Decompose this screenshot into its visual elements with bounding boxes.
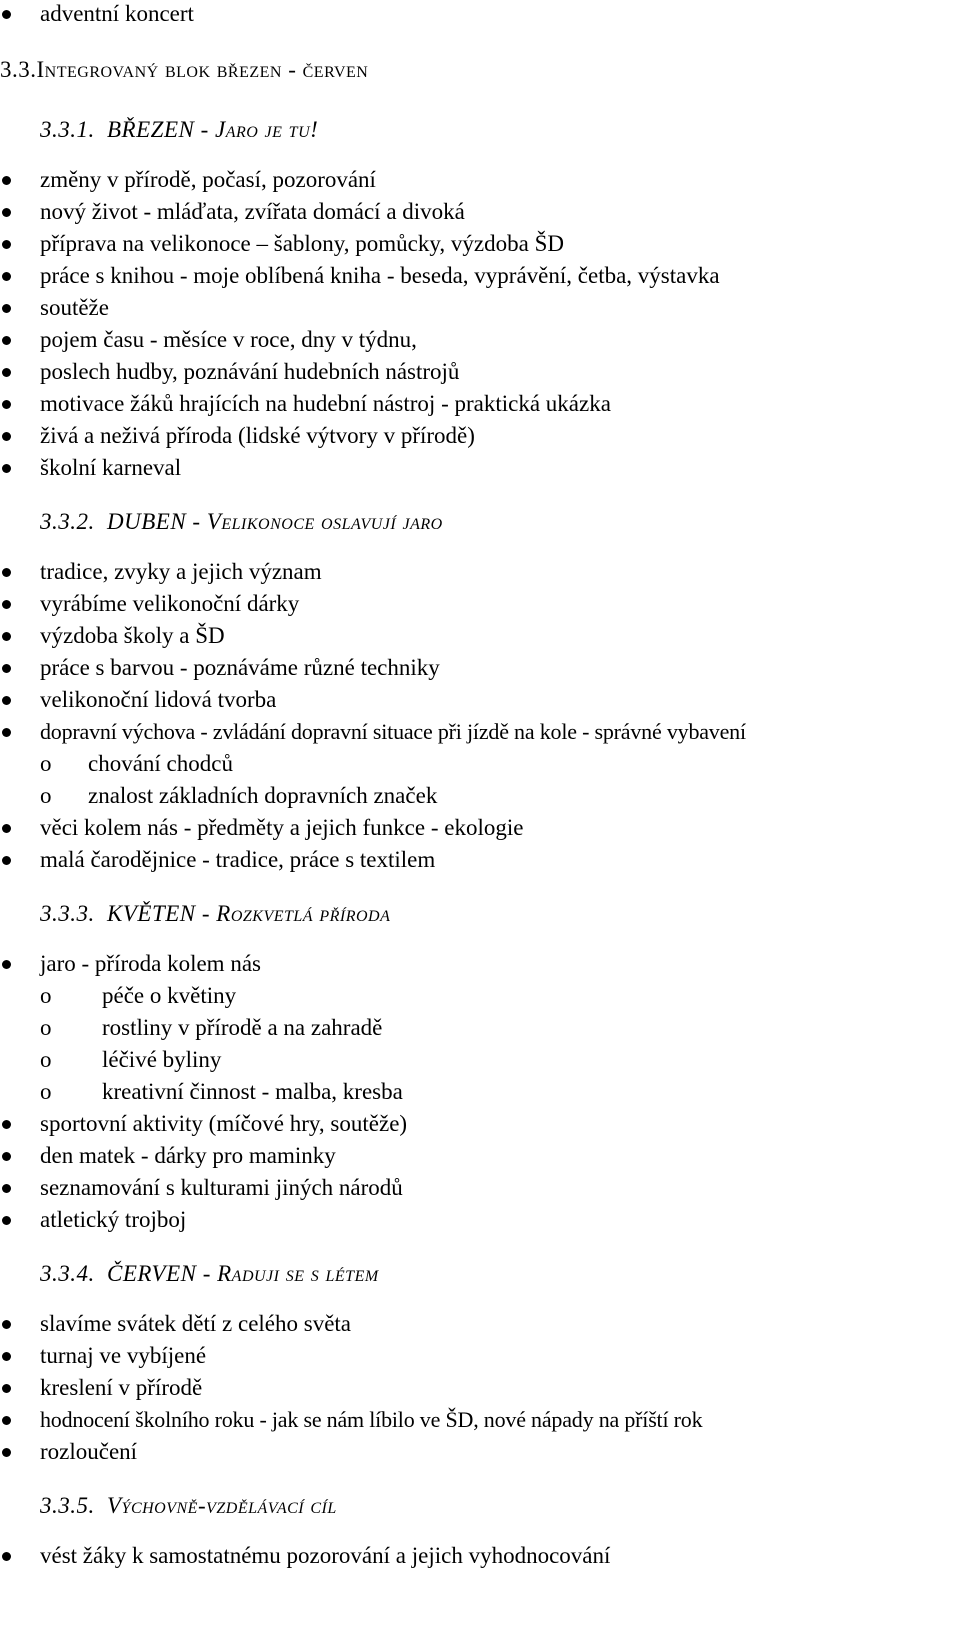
sub-list-item-text: rostliny v přírodě a na zahradě	[102, 1015, 383, 1040]
list-item-text: slavíme svátek dětí z celého světa	[40, 1311, 352, 1336]
list-item-text: malá čarodějnice - tradice, práce s textilem	[40, 847, 436, 872]
section-heading-title: Integrovaný blok březen - červen	[36, 57, 369, 82]
bullet-icon	[2, 856, 11, 865]
list-item-text: práce s barvou - poznáváme různé techniky	[40, 655, 440, 680]
subsection-heading-brezen	[40, 116, 318, 144]
bullet-icon	[2, 464, 11, 473]
bullet-icon	[2, 824, 11, 833]
subsection-month: BŘEZEN -	[107, 117, 215, 142]
list-item-text: věci kolem nás - předměty a jejich funkce - ekologie	[40, 815, 524, 840]
list-item-text: dopravní výchova - zvládání dopravní situace při jízdě na kole - správné vybavení	[40, 719, 746, 744]
bullet-icon	[2, 272, 11, 281]
subsection-subtitle: Výchovně-vzdělávací cíl	[107, 1493, 337, 1518]
list-item-text: rozloučení	[40, 1439, 138, 1464]
section-heading	[0, 56, 368, 84]
list-item-text: kreslení v přírodě	[40, 1375, 203, 1400]
list-item-text: den matek - dárky pro maminky	[40, 1143, 336, 1168]
list-item-text: jaro - příroda kolem nás	[40, 951, 261, 976]
bullet-icon	[2, 1184, 11, 1193]
list-item-text: hodnocení školního roku - jak se nám líbilo ve ŠD, nové nápady na příští rok	[40, 1407, 703, 1432]
bullet-icon	[2, 664, 11, 673]
bullet-icon	[2, 568, 11, 577]
sub-list-item-text: péče o květiny	[102, 983, 237, 1008]
list-item-text: výzdoba školy a ŠD	[40, 623, 225, 648]
list-item-text: živá a neživá příroda (lidské výtvory v přírodě)	[40, 423, 475, 448]
bullet-icon	[2, 208, 11, 217]
bullet-icon	[2, 336, 11, 345]
list-item-text: práce s knihou - moje oblíbená kniha - beseda, vyprávění, četba, výstavka	[40, 263, 720, 288]
list-item-text: změny v přírodě, počasí, pozorování	[40, 167, 376, 192]
subsection-subtitle: Raduji se s létem	[217, 1261, 379, 1286]
subsection-heading-cil	[40, 1492, 337, 1520]
bullet-icon	[2, 1320, 11, 1329]
bullet-icon	[2, 176, 11, 185]
list-item-text: tradice, zvyky a jejich význam	[40, 559, 322, 584]
bullet-icon	[2, 1448, 11, 1457]
list-item-text: nový život - mláďata, zvířata domácí a divoká	[40, 199, 465, 224]
subsection-heading-duben	[40, 508, 443, 536]
subsection-heading-cerven	[40, 1260, 379, 1288]
bullet-icon	[2, 696, 11, 705]
list-item-text: sportovní aktivity (míčové hry, soutěže)	[40, 1111, 408, 1136]
sub-bullet-icon: o	[40, 1015, 52, 1040]
bullet-icon	[2, 1416, 11, 1425]
bullet-icon	[2, 1120, 11, 1129]
list-item-text: seznamování s kulturami jiných národů	[40, 1175, 403, 1200]
list-item-text: soutěže	[40, 295, 109, 320]
subsection-number: 3.3.2.	[40, 509, 95, 534]
sub-bullet-icon: o	[40, 783, 52, 808]
bullet-icon	[2, 432, 11, 441]
list-item-text: vyrábíme velikonoční dárky	[40, 591, 300, 616]
bullet-icon	[2, 240, 11, 249]
bullet-icon	[2, 368, 11, 377]
subsection-subtitle: Jaro je tu!	[215, 117, 319, 142]
sub-list-item-text: znalost základních dopravních značek	[88, 783, 438, 808]
subsection-number: 3.3.3.	[40, 901, 95, 926]
bullet-icon	[2, 1152, 11, 1161]
subsection-heading-kveten	[40, 900, 390, 928]
subsection-number: 3.3.1.	[40, 117, 95, 142]
bullet-icon	[2, 10, 11, 19]
subsection-subtitle: Rozkvetlá příroda	[216, 901, 391, 926]
list-item-text: pojem času - měsíce v roce, dny v týdnu,	[40, 327, 417, 352]
sub-bullet-icon: o	[40, 1047, 52, 1072]
list-item-text: poslech hudby, poznávání hudebních nástrojů	[40, 359, 460, 384]
list-item-text: turnaj ve vybíjené	[40, 1343, 207, 1368]
sub-bullet-icon: o	[40, 983, 52, 1008]
bullet-icon	[2, 600, 11, 609]
subsection-month: KVĚTEN -	[107, 901, 217, 926]
bullet-icon	[2, 400, 11, 409]
bullet-icon	[2, 728, 11, 737]
list-item-text: školní karneval	[40, 455, 182, 480]
bullet-icon	[2, 1552, 11, 1561]
bullet-icon	[2, 632, 11, 641]
sub-bullet-icon: o	[40, 1079, 52, 1104]
bullet-icon	[2, 1216, 11, 1225]
sub-bullet-icon: o	[40, 751, 52, 776]
sub-list-item-text: kreativní činnost - malba, kresba	[102, 1079, 403, 1104]
list-item-text: atletický trojboj	[40, 1207, 187, 1232]
bullet-icon	[2, 304, 11, 313]
sub-list-item-text: chování chodců	[88, 751, 233, 776]
list-item-text: velikonoční lidová tvorba	[40, 687, 277, 712]
list-item-text: příprava na velikonoce – šablony, pomůcky, výzdoba ŠD	[40, 231, 564, 256]
bullet-icon	[2, 960, 11, 969]
subsection-month: DUBEN -	[107, 509, 207, 534]
section-heading-number: 3.3.	[0, 57, 37, 82]
list-item-text: motivace žáků hrajících na hudební nástroj - praktická ukázka	[40, 391, 611, 416]
list-item-text: adventní koncert	[40, 1, 194, 26]
subsection-number: 3.3.5.	[40, 1493, 95, 1518]
subsection-month: ČERVEN -	[107, 1261, 218, 1286]
bullet-icon	[2, 1352, 11, 1361]
sub-list-item-text: léčivé byliny	[102, 1047, 222, 1072]
list-item-text: vést žáky k samostatnému pozorování a jejich vyhodnocování	[40, 1543, 611, 1568]
bullet-icon	[2, 1384, 11, 1393]
subsection-number: 3.3.4.	[40, 1261, 95, 1286]
subsection-subtitle: Velikonoce oslavují jaro	[206, 509, 443, 534]
